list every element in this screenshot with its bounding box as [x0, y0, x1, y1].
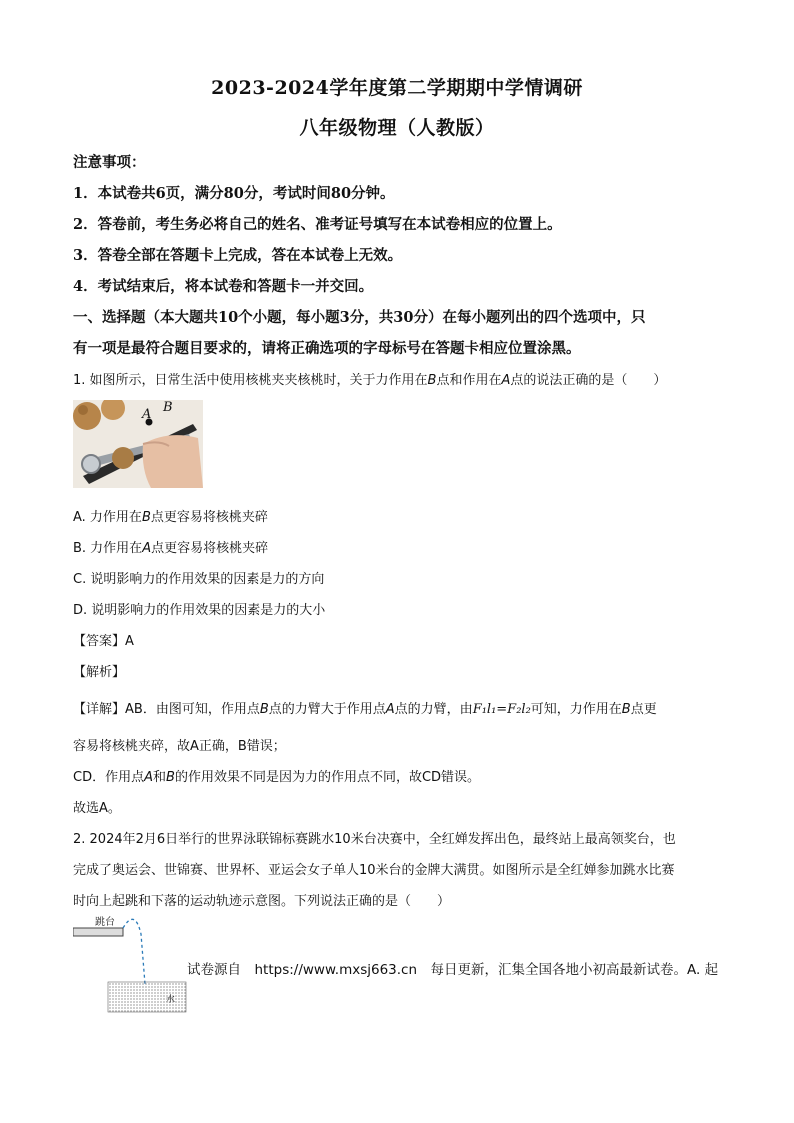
nutcracker-illustration	[73, 400, 203, 488]
nutcracker-photo	[73, 400, 203, 488]
option-var: B	[141, 510, 151, 525]
q1-var: B	[427, 373, 437, 388]
answer-value: A	[125, 634, 134, 649]
detail-text: 可知，力作用在	[530, 702, 622, 717]
q1-detail-line1	[73, 698, 657, 717]
q2-stem-line1: 2. 2024年2月6日举行的世界泳联锦标赛跳水10米台决赛中，全红婵发挥出色，最终站上最高领奖台，也	[73, 832, 676, 847]
q1-var: A	[501, 373, 511, 388]
q1-stem	[73, 369, 666, 388]
detail-var: B	[166, 770, 175, 785]
trajectory-path	[123, 919, 145, 984]
detail-text: CD．作用点	[73, 770, 145, 785]
detail-text: 和	[153, 770, 167, 785]
point-a-label: A	[142, 407, 152, 422]
water-label: 水	[166, 995, 176, 1005]
platform-label: 跳台	[95, 917, 115, 928]
notice-item: 4．考试结束后，将本试卷和答题卡一并交回。	[73, 278, 374, 295]
detail-var: B	[621, 702, 631, 717]
detail-text: 点的力臂，由	[394, 702, 473, 717]
q1-option-d: D. 说明影响力的作用效果的因素是力的大小	[73, 603, 326, 618]
platform	[73, 928, 123, 936]
notice-heading: 注意事项：	[73, 154, 146, 171]
q1-stem-part: 点的说法正确的是（ ）	[510, 373, 667, 388]
option-var: A	[142, 541, 152, 556]
detail-var: A	[144, 770, 153, 785]
q2-stem-line2: 完成了奥运会、世锦赛、世界杯、亚运会女子单人10米台的金牌大满贯。如图所示是全红婵参加跳水比赛	[73, 863, 675, 878]
lever-formula: F₁l₁=F₂l₂	[472, 702, 531, 717]
option-text: 点更容易将核桃夹碎	[151, 541, 269, 556]
q1-option-a	[73, 506, 268, 525]
source-footer: 试卷源自 https://www.mxsj663.cn 每日更新，汇集全国各地小初高最新试卷。A. 起	[187, 962, 719, 978]
detail-label: 【详解】	[73, 702, 126, 717]
notice-item: 2．答卷前，考生务必将自己的姓名、准考证号填写在本试卷相应的位置上。	[73, 216, 562, 233]
option-text: 点更容易将核桃夹碎	[150, 510, 268, 525]
q1-detail-line3	[73, 766, 480, 785]
q1-conclusion: 故选A。	[73, 801, 121, 816]
q1-detail-line2: 容易将核桃夹碎，故A正确，B错误；	[73, 739, 286, 754]
point-b-label: B	[163, 400, 173, 415]
notice-item: 1．本试卷共6页，满分80分，考试时间80分钟。	[73, 185, 395, 202]
q1-answer	[73, 630, 134, 649]
q1-option-b	[73, 537, 268, 556]
detail-text: 点更	[630, 702, 657, 717]
option-text: A. 力作用在	[73, 510, 142, 525]
option-text: B. 力作用在	[73, 541, 143, 556]
q2-stem-line3: 时向上起跳和下落的运动轨迹示意图。下列说法正确的是（ ）	[73, 894, 451, 909]
q1-stem-part: 1. 如图所示，日常生活中使用核桃夹夹核桃时，关于力作用在	[73, 373, 428, 388]
q1-analysis-label: 【解析】	[73, 665, 126, 680]
section-heading-line1: 一、选择题（本大题共10个小题，每小题3分，共30分）在每小题列出的四个选项中，只	[73, 309, 646, 326]
exam-subtitle: 八年级物理（人教版）	[299, 117, 495, 139]
answer-label: 【答案】	[73, 634, 126, 649]
detail-text: 的作用效果不同是因为力的作用点不同，故CD错误。	[174, 770, 481, 785]
notice-item: 3．答卷全部在答题卡上完成，答在本试卷上无效。	[73, 247, 403, 264]
detail-var: A	[385, 702, 395, 717]
q1-stem-part: 点和作用在	[436, 373, 502, 388]
exam-title: 2023-2024学年度第二学期期中学情调研	[211, 77, 583, 99]
detail-text: AB．由图可知，作用点	[125, 702, 260, 717]
detail-var: B	[259, 702, 269, 717]
q1-option-c: C. 说明影响力的作用效果的因素是力的方向	[73, 572, 325, 587]
dive-trajectory-illustration	[73, 914, 188, 1016]
section-heading-line2: 有一项是最符合题目要求的，请将正确选项的字母标号在答题卡相应位置涂黑。	[73, 340, 581, 357]
detail-text: 点的力臂大于作用点	[268, 702, 386, 717]
dive-trajectory-diagram	[73, 914, 188, 1016]
